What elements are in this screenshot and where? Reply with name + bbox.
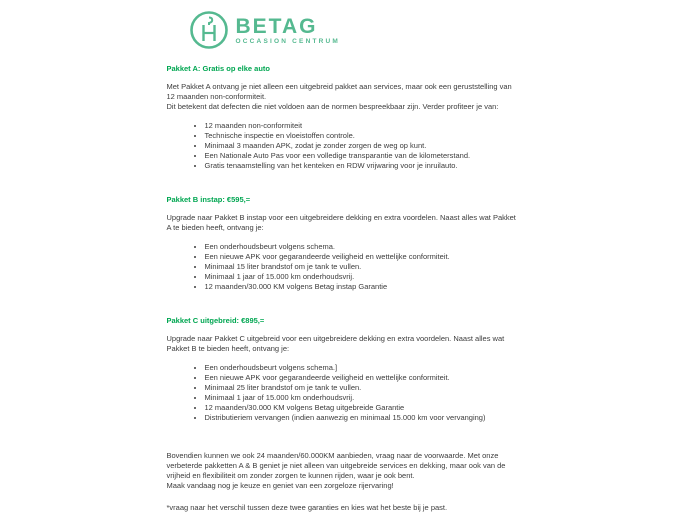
- package-section-c: [167, 316, 519, 423]
- bullet-item: • Minimaal 1 jaar of 15.000 km onderhoudsvrij.: [205, 272, 519, 282]
- logo-subtitle: OCCASION CENTRUM: [235, 37, 341, 45]
- bullet-item: • Een Nationale Auto Pas voor een volledige transparantie van de kilometerstand.: [205, 151, 519, 161]
- footer-cta: Maak vandaag nog je keuze en geniet van een zorgeloze rijervaring!: [166, 481, 394, 490]
- bullet-item: • Een onderhoudsbeurt volgens schema.]: [205, 363, 519, 373]
- bullet-item: • Minimaal 15 liter brandstof om je tank te vullen.: [205, 262, 519, 272]
- bullet-list-b: [167, 242, 519, 292]
- bullet-list-a: [167, 121, 519, 171]
- section-paragraph: Met Pakket A ontvang je niet alleen een uitgebreid pakket aan services, maar ook een geruststelling van 12 maanden non-conformiteit.: [166, 82, 512, 101]
- bullet-item: • Minimaal 25 liter brandstof om je tank te vullen.: [205, 383, 519, 393]
- document-page: [167, 0, 519, 513]
- section-paragraph: Upgrade naar Pakket C uitgebreid voor een uitgebreidere dekking en extra voordelen. Naast alles wat Pakket B te bieden heeft, ontvang je:: [166, 334, 505, 353]
- logo-text: [236, 16, 341, 45]
- package-section-b: [167, 195, 519, 292]
- section-heading-b: Pakket B instap: €595,=: [166, 195, 251, 204]
- footer-paragraph: Bovendien kunnen we ook 24 maanden/60.000KM aanbieden, vraag naar de voorwaarde. Met onze verbeterde pakketten A & B geniet je niet alleen van uitgebreide services en dekking, maar ook van de vrijheid en flexibiliteit om zonder zorgen te kunnen rijden, waar je ook bent.: [166, 451, 506, 480]
- footer-note: *vraag naar het verschil tussen deze twee garanties en kies wat het beste bij je past.: [166, 503, 448, 512]
- bullet-item: • 12 maanden/30.000 KM volgens Betag uitgebreide Garantie: [205, 403, 519, 413]
- hanger-icon: [189, 10, 229, 50]
- bullet-item: • Technische inspectie en vloeistoffen controle.: [205, 131, 519, 141]
- bullet-item: • Distributieriem vervangen (indien aanwezig en minimaal 15.000 km voor vervanging): [205, 413, 519, 423]
- package-section-a: [167, 64, 519, 171]
- section-heading-c: Pakket C uitgebreid: €895,=: [166, 316, 265, 325]
- bullet-item: • 12 maanden/30.000 KM volgens Betag instap Garantie: [205, 282, 519, 292]
- bullet-item: • Minimaal 1 jaar of 15.000 km onderhoudsvrij.: [205, 393, 519, 403]
- section-paragraph: Dit betekent dat defecten die niet voldoen aan de normen bespreekbaar zijn. Verder profiteer je van:: [166, 102, 499, 111]
- bullet-item: • Een nieuwe APK voor gegarandeerde veiligheid en wettelijke conformiteit.: [205, 252, 519, 262]
- bullet-item: • Gratis tenaamstelling van het kenteken en RDW vrijwaring voor je inruilauto.: [205, 161, 519, 171]
- bullet-item: • Minimaal 3 maanden APK, zodat je zonder zorgen de weg op kunt.: [205, 141, 519, 151]
- section-heading-a: Pakket A: Gratis op elke auto: [166, 64, 271, 73]
- bullet-list-c: [167, 363, 519, 423]
- bullet-item: • 12 maanden non-conformiteit: [205, 121, 519, 131]
- bullet-item: • Een onderhoudsbeurt volgens schema.: [205, 242, 519, 252]
- bullet-item: • Een nieuwe APK voor gegarandeerde veiligheid en wettelijke conformiteit.: [205, 373, 519, 383]
- section-paragraph: Upgrade naar Pakket B instap voor een uitgebreidere dekking en extra voordelen. Naast alles wat Pakket A te bieden heeft, ontvang je:: [166, 213, 516, 232]
- footer: [167, 451, 519, 513]
- logo-brand: BETAG: [235, 14, 318, 38]
- betag-logo: [189, 10, 519, 50]
